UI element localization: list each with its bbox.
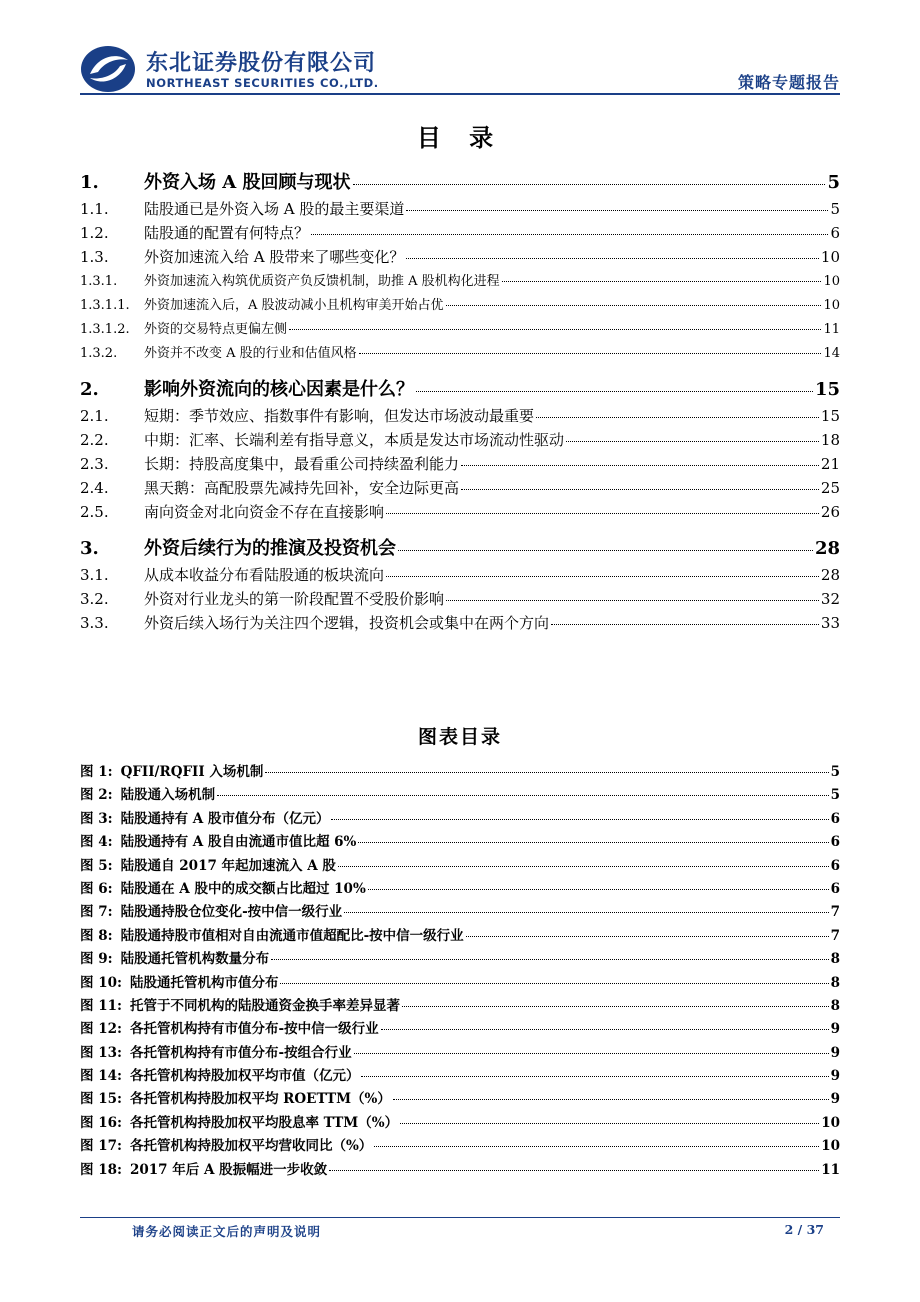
toc-entry-title: 影响外资流向的核心因素是什么？ <box>144 379 414 400</box>
figure-entry-page: 10 <box>821 1114 840 1131</box>
toc-entry-number: 3.1. <box>80 566 109 584</box>
toc-entry-number: 3.2. <box>80 590 109 608</box>
figure-entry-label: 图 1: <box>80 764 113 780</box>
toc-entry-title: 外资对行业龙头的第一阶段配置不受股价影响 <box>144 590 445 608</box>
dot-leader <box>566 441 819 442</box>
table-of-contents <box>80 168 840 636</box>
figure-entry-label: 图 16: <box>80 1114 122 1131</box>
figure-entry-label: 图 7: <box>80 904 113 921</box>
figure-entry-page: 6 <box>830 834 840 851</box>
figure-entry-title: 陆股通在 A 股中的成交额占比超过 10% <box>120 880 366 897</box>
toc-entry[interactable] <box>80 453 840 477</box>
footer-divider <box>80 1217 840 1218</box>
dot-leader <box>402 1006 829 1007</box>
figure-entry-page: 9 <box>830 1044 840 1061</box>
toc-entry-page: 33 <box>820 614 840 632</box>
toc-entry-number: 2.3. <box>80 455 109 473</box>
figure-entry-page: 10 <box>821 1138 840 1155</box>
figure-entry-label: 图 5: <box>80 857 113 874</box>
figure-entry[interactable] <box>80 1017 840 1040</box>
figure-entry-label: 图 8: <box>80 927 113 944</box>
dot-leader <box>393 1099 829 1100</box>
figure-entry[interactable] <box>80 783 840 806</box>
figure-entry-page: 7 <box>830 904 840 921</box>
company-name-cn: 东北证券股份有限公司 <box>146 51 377 76</box>
figure-entry-title: 2017 年后 A 股振幅进一步收敛 <box>129 1161 328 1178</box>
figure-entry-page: 6 <box>830 810 840 827</box>
figure-entry-title: 陆股通持有 A 股自由流通市值比超 6% <box>120 834 357 851</box>
toc-entry-title: 中期：汇率、长端利差有指导意义，本质是发达市场流动性驱动 <box>144 431 565 449</box>
toc-entry[interactable] <box>80 246 840 270</box>
company-name-en: NORTHEAST SECURITIES CO.,LTD. <box>146 76 379 90</box>
toc-entry-page: 21 <box>820 455 840 473</box>
toc-entry-page: 15 <box>820 407 840 425</box>
figure-entry-label: 图 3: <box>80 810 113 827</box>
toc-entry-number: 3. <box>80 538 99 559</box>
toc-entry[interactable] <box>80 198 840 222</box>
toc-entry-page: 14 <box>823 346 840 361</box>
toc-entry-page: 10 <box>823 274 840 289</box>
figure-entry-label: 图 18: <box>80 1161 122 1178</box>
dot-leader <box>374 1146 819 1147</box>
toc-entry-title: 陆股通的配置有何特点？ <box>144 224 310 242</box>
toc-entry-page: 26 <box>820 503 840 521</box>
figure-entry-label: 图 17: <box>80 1138 122 1155</box>
figure-entry-title: 各托管机构持股加权平均股息率 TTM（%） <box>129 1114 399 1131</box>
dot-leader <box>361 1076 828 1077</box>
dot-leader <box>461 489 819 490</box>
toc-entry-number: 1.1. <box>80 200 109 218</box>
figure-entry[interactable] <box>80 900 840 923</box>
toc-entry-title: 外资加速流入给 A 股带来了哪些变化？ <box>144 248 405 266</box>
dot-leader <box>398 550 813 551</box>
dot-leader <box>311 234 828 235</box>
toc-entry-page: 28 <box>814 538 840 559</box>
toc-entry[interactable] <box>80 342 840 366</box>
figure-entry[interactable] <box>80 1087 840 1110</box>
dot-leader <box>338 866 829 867</box>
figure-entry[interactable] <box>80 1041 840 1064</box>
dot-leader <box>265 772 828 773</box>
company-logo <box>80 40 440 98</box>
toc-entry-page: 5 <box>827 172 840 193</box>
figure-entry-page: 9 <box>830 1091 840 1108</box>
toc-entry-title: 短期：季节效应、指数事件有影响，但发达市场波动最重要 <box>144 407 535 425</box>
figure-entry-label: 图 13: <box>80 1044 122 1061</box>
figure-entry-page: 8 <box>830 997 840 1014</box>
toc-entry-page: 28 <box>820 566 840 584</box>
toc-entry[interactable] <box>80 501 840 525</box>
toc-entry[interactable] <box>80 270 840 294</box>
figure-entry-page: 5 <box>830 787 840 804</box>
figure-entry-label: 图 9: <box>80 951 113 968</box>
figure-list-title: 图表目录 <box>417 726 502 748</box>
figure-entry-page: 7 <box>830 927 840 944</box>
figure-entry-title: 各托管机构持股加权平均市值（亿元） <box>129 1068 360 1085</box>
toc-entry-number: 1.2. <box>80 224 109 242</box>
toc-entry-number: 1.3.1. <box>80 274 118 289</box>
dot-leader <box>502 281 822 282</box>
toc-entry-page: 32 <box>820 590 840 608</box>
toc-entry-title: 外资加速流入构筑优质资产负反馈机制，助推 A 股机构化进程 <box>144 274 500 289</box>
figure-entry-label: 图 2: <box>80 787 113 804</box>
northeast-securities-logo-icon <box>80 44 140 94</box>
toc-entry-page: 15 <box>814 379 840 400</box>
figure-entry[interactable] <box>80 924 840 947</box>
toc-entry-title: 外资并不改变 A 股的行业和估值风格 <box>144 346 357 361</box>
figure-entry-title: QFII/RQFII 入场机制 <box>120 764 264 780</box>
toc-entry[interactable] <box>80 477 840 501</box>
dot-leader <box>400 1123 819 1124</box>
dot-leader <box>386 576 819 577</box>
toc-entry-number: 1.3.1.2. <box>80 322 130 337</box>
toc-entry[interactable] <box>80 405 840 429</box>
figure-entry-label: 图 10: <box>80 974 122 991</box>
figure-entry-page: 5 <box>830 764 840 780</box>
dot-leader <box>446 600 819 601</box>
figure-entry-label: 图 6: <box>80 880 113 897</box>
toc-entry[interactable] <box>80 168 840 198</box>
toc-entry-number: 1.3.2. <box>80 346 118 361</box>
toc-entry-title: 黑天鹅：高配股票先减持先回补，安全边际更高 <box>144 479 460 497</box>
dot-leader <box>466 936 829 937</box>
dot-leader <box>289 329 821 330</box>
figure-entry-title: 各托管机构持有市值分布-按组合行业 <box>129 1044 352 1061</box>
toc-entry-page: 10 <box>823 298 840 313</box>
figure-entry-page: 6 <box>830 880 840 897</box>
figure-entry-title: 陆股通持股仓位变化-按中信一级行业 <box>120 904 343 921</box>
toc-entry[interactable] <box>80 612 840 636</box>
header-divider <box>80 93 840 95</box>
dot-leader <box>280 983 828 984</box>
dot-leader <box>406 210 828 211</box>
toc-entry-title: 陆股通已是外资入场 A 股的最主要渠道 <box>144 200 405 218</box>
toc-entry[interactable] <box>80 429 840 453</box>
figure-entry[interactable] <box>80 994 840 1017</box>
figure-entry[interactable] <box>80 854 840 877</box>
figure-entry[interactable] <box>80 760 840 783</box>
figure-entry-title: 陆股通托管机构市值分布 <box>129 974 279 991</box>
toc-entry-title: 外资后续入场行为关注四个逻辑，投资机会或集中在两个方向 <box>144 614 550 632</box>
figure-list <box>80 760 840 1181</box>
figure-entry-title: 各托管机构持股加权平均 ROETTM（%） <box>129 1091 391 1108</box>
figure-entry-title: 陆股通自 2017 年起加速流入 A 股 <box>120 857 336 874</box>
toc-entry[interactable] <box>80 318 840 342</box>
toc-entry-number: 2.4. <box>80 479 109 497</box>
figure-entry-title: 托管于不同机构的陆股通资金换手率差异显著 <box>129 997 400 1014</box>
dot-leader <box>368 889 829 890</box>
page-number: 2 / 37 <box>784 1222 824 1237</box>
figure-entry-page: 8 <box>830 974 840 991</box>
toc-entry[interactable] <box>80 294 840 318</box>
dot-leader <box>329 1170 819 1171</box>
figure-entry-title: 各托管机构持股加权平均营收同比（%） <box>129 1138 373 1155</box>
toc-entry-number: 2.2. <box>80 431 109 449</box>
figure-entry-title: 各托管机构持有市值分布-按中信一级行业 <box>129 1021 379 1038</box>
dot-leader <box>461 465 819 466</box>
dot-leader <box>344 912 828 913</box>
toc-entry-title: 长期：持股高度集中，最看重公司持续盈利能力 <box>144 455 460 473</box>
toc-entry-page: 25 <box>820 479 840 497</box>
toc-title: 目 录 <box>416 123 504 152</box>
dot-leader <box>271 959 829 960</box>
figure-entry-page: 6 <box>830 857 840 874</box>
figure-entry-label: 图 14: <box>80 1068 122 1085</box>
dot-leader <box>386 513 819 514</box>
dot-leader <box>354 1053 829 1054</box>
figure-entry-label: 图 11: <box>80 997 122 1014</box>
toc-entry-page: 5 <box>830 200 840 218</box>
footer-disclaimer: 请务必阅读正文后的声明及说明 <box>132 1224 322 1239</box>
dot-leader <box>359 353 822 354</box>
toc-entry-title: 外资加速流入后，A 股波动减小且机构审美开始占优 <box>144 298 444 313</box>
dot-leader <box>536 417 819 418</box>
toc-entry[interactable] <box>80 375 840 405</box>
dot-leader <box>217 795 829 796</box>
toc-entry-page: 10 <box>820 248 840 266</box>
figure-entry-page: 9 <box>830 1021 840 1038</box>
figure-entry[interactable] <box>80 807 840 830</box>
toc-entry-title: 外资后续行为的推演及投资机会 <box>144 538 396 559</box>
figure-entry[interactable] <box>80 971 840 994</box>
figure-entry-title: 陆股通持股市值相对自由流通市值超配比-按中信一级行业 <box>120 927 464 944</box>
figure-entry-page: 9 <box>830 1068 840 1085</box>
toc-entry-page: 6 <box>830 224 840 242</box>
figure-entry[interactable] <box>80 947 840 970</box>
figure-entry-title: 陆股通入场机制 <box>120 787 216 804</box>
dot-leader <box>381 1029 829 1030</box>
figure-entry[interactable] <box>80 1064 840 1087</box>
dot-leader <box>353 184 826 185</box>
toc-entry-page: 11 <box>823 322 840 337</box>
figure-entry-page: 11 <box>821 1161 840 1178</box>
toc-entry-number: 3.3. <box>80 614 109 632</box>
toc-entry-number: 1.3.1.1. <box>80 298 130 313</box>
figure-entry-label: 图 15: <box>80 1091 122 1108</box>
toc-entry-number: 2. <box>80 379 99 400</box>
toc-entry[interactable] <box>80 564 840 588</box>
dot-leader <box>416 391 813 392</box>
figure-entry-page: 8 <box>830 951 840 968</box>
toc-entry-title: 外资的交易特点更偏左侧 <box>144 322 288 337</box>
toc-entry-title: 外资入场 A 股回顾与现状 <box>144 172 351 193</box>
figure-entry-label: 图 12: <box>80 1021 122 1038</box>
toc-entry[interactable] <box>80 534 840 564</box>
toc-entry[interactable] <box>80 222 840 246</box>
figure-entry[interactable] <box>80 1134 840 1157</box>
toc-entry-number: 2.1. <box>80 407 109 425</box>
toc-entry-page: 18 <box>820 431 840 449</box>
figure-entry[interactable] <box>80 1111 840 1134</box>
toc-entry-title: 从成本收益分布看陆股通的板块流向 <box>144 566 385 584</box>
figure-entry[interactable] <box>80 830 840 853</box>
dot-leader <box>331 819 828 820</box>
report-type: 策略专题报告 <box>737 73 840 92</box>
dot-leader <box>551 624 819 625</box>
figure-entry[interactable] <box>80 1158 840 1181</box>
dot-leader <box>406 258 819 259</box>
toc-entry-number: 1.3. <box>80 248 109 266</box>
toc-entry-number: 1. <box>80 172 99 193</box>
figure-entry-label: 图 4: <box>80 834 113 851</box>
figure-entry-title: 陆股通托管机构数量分布 <box>120 951 270 968</box>
figure-entry-title: 陆股通持有 A 股市值分布（亿元） <box>120 810 330 827</box>
dot-leader <box>358 842 828 843</box>
dot-leader <box>446 305 822 306</box>
figure-entry[interactable] <box>80 877 840 900</box>
toc-entry[interactable] <box>80 588 840 612</box>
toc-entry-title: 南向资金对北向资金不存在直接影响 <box>144 503 385 521</box>
toc-entry-number: 2.5. <box>80 503 109 521</box>
